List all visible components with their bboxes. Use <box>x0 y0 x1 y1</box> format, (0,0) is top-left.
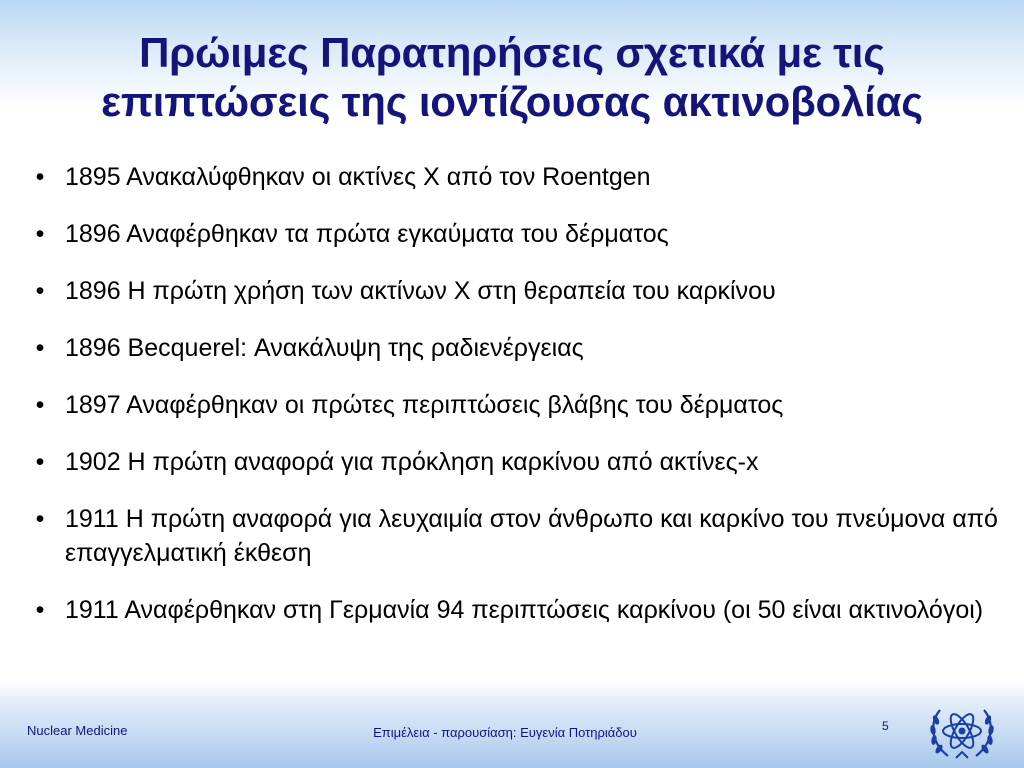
slide-title-line-1: Πρώιμες Παρατηρήσεις σχετικά με τις <box>139 29 885 76</box>
bullet-text: 1897 Αναφέρθηκαν οι πρώτες περιπτώσεις βλάβης του δέρματος <box>65 391 784 419</box>
bullet-item <box>30 593 1005 627</box>
bullet-item <box>30 331 1005 365</box>
bullet-text: 1895 Ανακαλύφθηκαν οι ακτίνες Χ από τον Roentgen <box>65 163 651 191</box>
bullet-icon: • <box>35 163 45 191</box>
bullet-item <box>30 445 1005 479</box>
bullet-text: 1911 Η πρώτη αναφορά για λευχαιμία στον άνθρωπο και καρκίνο του πνεύμονα από επαγγελματική έκθεση <box>65 505 998 567</box>
iaea-logo-icon <box>926 698 998 764</box>
bullet-item <box>30 160 1005 194</box>
bullet-icon: • <box>35 505 45 533</box>
page-number: 5 <box>882 719 889 733</box>
bullet-icon: • <box>35 391 45 419</box>
bullet-icon: • <box>35 220 45 248</box>
footer-course-name: Nuclear Medicine <box>27 723 128 738</box>
bullet-text: 1911 Αναφέρθηκαν στη Γερμανία 94 περιπτώσεις καρκίνου (οι 50 είναι ακτινολόγοι) <box>65 596 984 624</box>
bullet-item <box>30 274 1005 308</box>
slide-title <box>0 28 1024 126</box>
bullet-icon: • <box>35 596 45 624</box>
bullet-item <box>30 217 1005 251</box>
slide-title-line-2: επιπτώσεις της ιοντίζουσας ακτινοβολίας <box>101 78 923 125</box>
bullet-text: 1902 Η πρώτη αναφορά για πρόκληση καρκίνου από ακτίνες-x <box>65 448 759 476</box>
bullet-text: 1896 Becquerel: Ανακάλυψη της ραδιενέργειας <box>65 334 584 362</box>
bullet-list <box>30 160 1005 650</box>
bullet-icon: • <box>35 277 45 305</box>
bullet-item <box>30 502 1005 570</box>
bullet-item <box>30 388 1005 422</box>
bullet-icon: • <box>35 334 45 362</box>
bullet-text: 1896 Η πρώτη χρήση των ακτίνων Χ στη θεραπεία του καρκίνου <box>65 277 776 305</box>
bullet-icon: • <box>35 448 45 476</box>
bullet-text: 1896 Αναφέρθηκαν τα πρώτα εγκαύματα του δέρματος <box>65 220 669 248</box>
footer-presenter: Επιμέλεια - παρουσίαση: Ευγενία Ποτηριάδου <box>373 725 637 740</box>
